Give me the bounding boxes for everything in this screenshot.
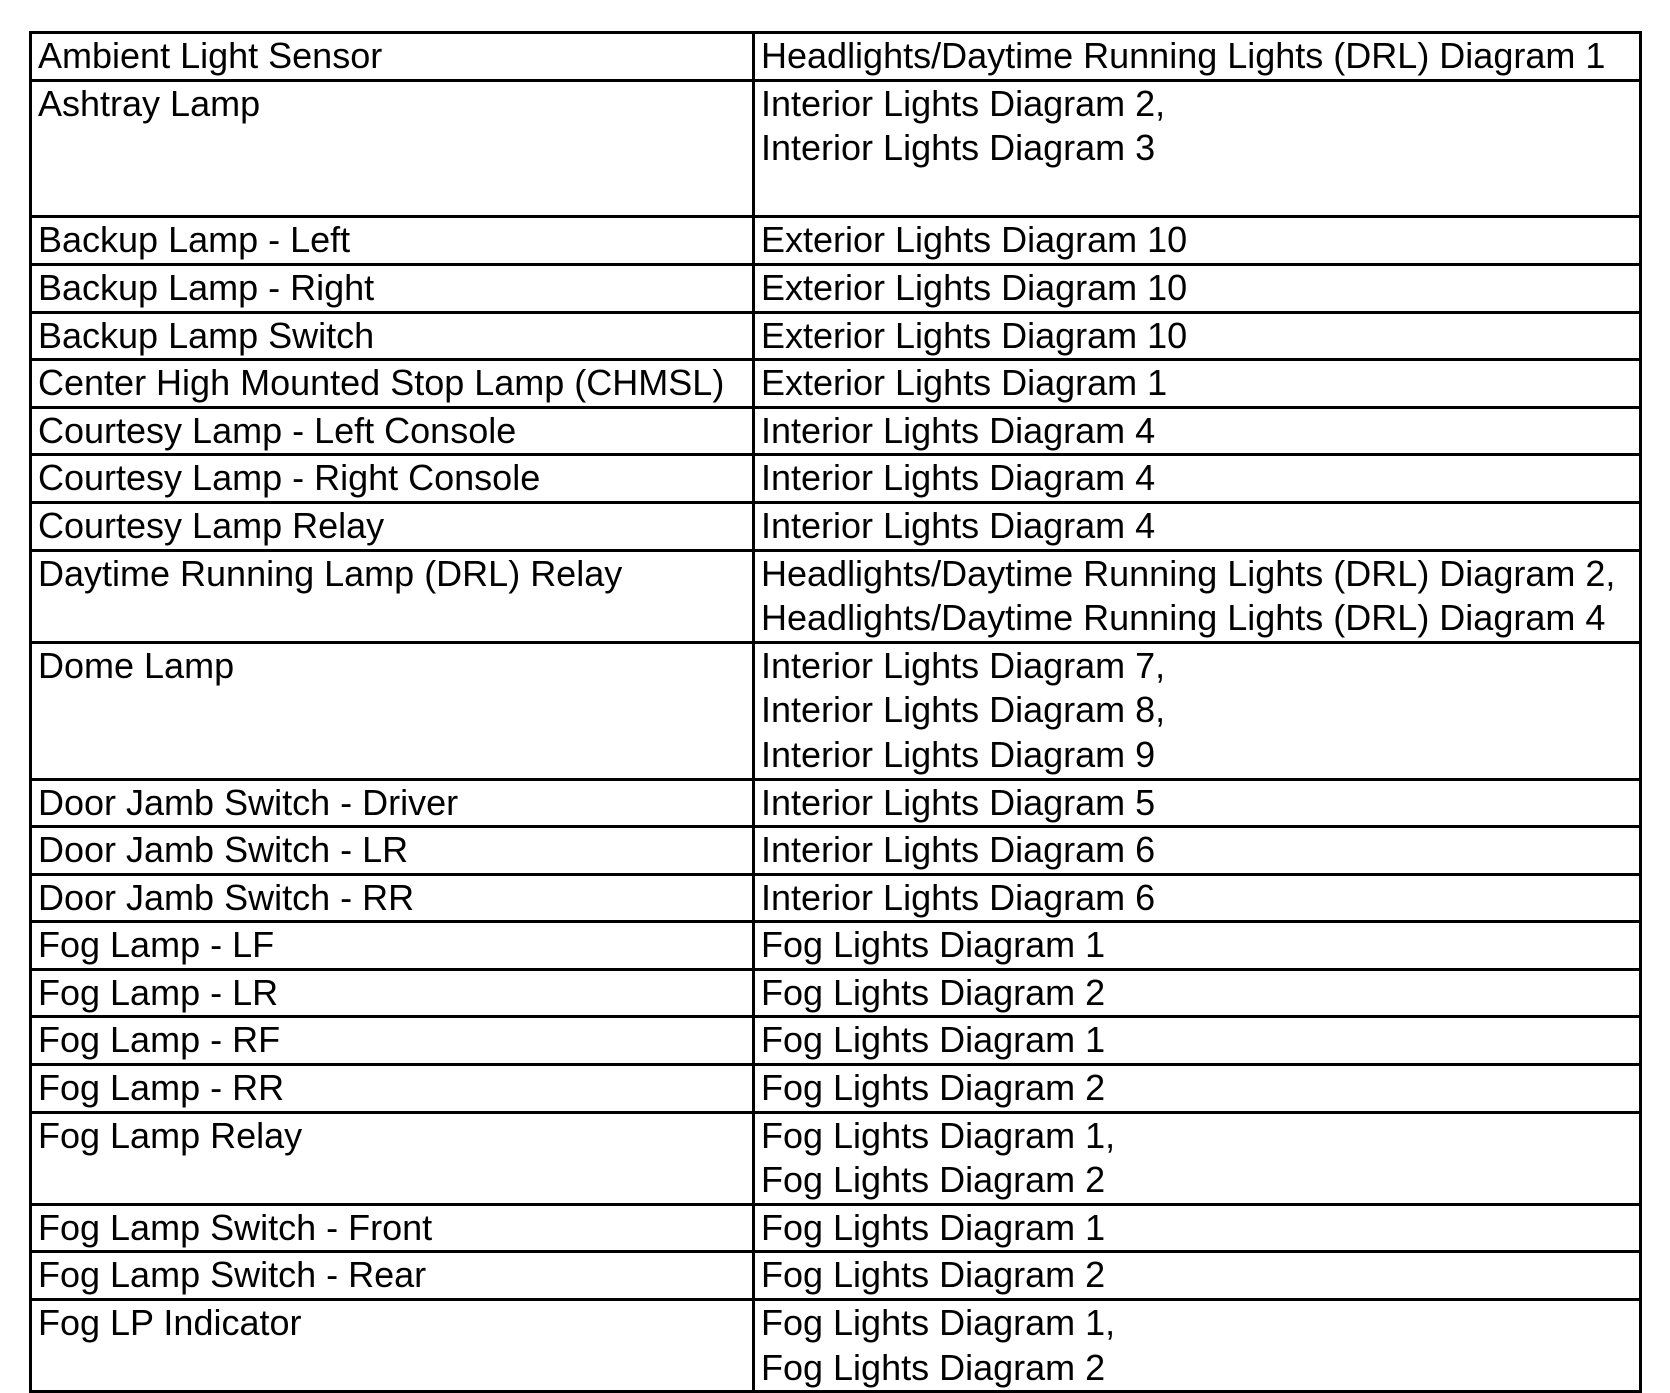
component-diagram-index-table: [29, 31, 1642, 1393]
component-cell: Fog Lamp Switch - Front: [31, 1204, 754, 1252]
table-row: [31, 779, 1641, 827]
diagram-cell: [754, 80, 1641, 217]
table-row: [31, 1300, 1641, 1392]
diagram-reference: Fog Lights Diagram 1,: [761, 1114, 1116, 1156]
component-cell: Fog Lamp - LF: [31, 922, 754, 970]
table-row: [31, 33, 1641, 81]
diagram-reference: Interior Lights Diagram 9: [761, 733, 1156, 775]
diagram-reference: Interior Lights Diagram 6: [761, 829, 1156, 871]
component-cell: Fog Lamp - RR: [31, 1065, 754, 1113]
component-cell: Ashtray Lamp: [31, 80, 754, 217]
table-row: [31, 360, 1641, 408]
table-body: [31, 33, 1641, 1392]
component-cell: Door Jamb Switch - Driver: [31, 779, 754, 827]
diagram-cell: [754, 779, 1641, 827]
diagram-reference: Exterior Lights Diagram 10: [761, 314, 1188, 356]
diagram-cell: [754, 1065, 1641, 1113]
component-cell: Courtesy Lamp - Left Console: [31, 407, 754, 455]
diagram-reference: Interior Lights Diagram 4: [761, 504, 1156, 546]
table-row: [31, 1252, 1641, 1300]
diagram-cell: [754, 642, 1641, 779]
diagram-reference: Interior Lights Diagram 6: [761, 876, 1156, 918]
table-row: [31, 264, 1641, 312]
table-row: [31, 455, 1641, 503]
table-row: [31, 642, 1641, 779]
diagram-cell: [754, 502, 1641, 550]
component-cell: Backup Lamp Switch: [31, 312, 754, 360]
diagram-reference: Fog Lights Diagram 2: [761, 1254, 1106, 1296]
table-row: [31, 969, 1641, 1017]
diagram-cell: [754, 264, 1641, 312]
diagram-reference: Exterior Lights Diagram 1: [761, 362, 1168, 404]
component-cell: Center High Mounted Stop Lamp (CHMSL): [31, 360, 754, 408]
diagram-cell: [754, 922, 1641, 970]
table-row: [31, 1017, 1641, 1065]
diagram-reference: Interior Lights Diagram 4: [761, 457, 1156, 499]
component-cell: Fog Lamp Relay: [31, 1112, 754, 1204]
diagram-reference: Fog Lights Diagram 2: [761, 1067, 1106, 1109]
diagram-cell: [754, 407, 1641, 455]
diagram-reference: Exterior Lights Diagram 10: [761, 219, 1188, 261]
diagram-reference: Headlights/Daytime Running Lights (DRL) Diagram 1: [761, 35, 1606, 76]
table-row: [31, 1204, 1641, 1252]
diagram-cell: [754, 1112, 1641, 1204]
diagram-reference: Exterior Lights Diagram 10: [761, 266, 1188, 308]
diagram-reference: [761, 171, 1639, 216]
diagram-cell: [754, 874, 1641, 922]
component-cell: Ambient Light Sensor: [31, 33, 754, 81]
diagram-reference: Fog Lights Diagram 1: [761, 1019, 1106, 1061]
component-cell: Fog Lamp Switch - Rear: [31, 1252, 754, 1300]
table-row: [31, 1065, 1641, 1113]
component-cell: Door Jamb Switch - LR: [31, 827, 754, 875]
diagram-reference: Interior Lights Diagram 2,: [761, 82, 1166, 124]
table-row: [31, 217, 1641, 265]
diagram-cell: [754, 550, 1641, 642]
component-cell: Dome Lamp: [31, 642, 754, 779]
diagram-reference: Fog Lights Diagram 1: [761, 1206, 1106, 1248]
component-cell: Courtesy Lamp - Right Console: [31, 455, 754, 503]
diagram-reference: Interior Lights Diagram 8,: [761, 689, 1166, 731]
diagram-cell: [754, 455, 1641, 503]
diagram-reference: Interior Lights Diagram 5: [761, 781, 1156, 823]
component-cell: Backup Lamp - Right: [31, 264, 754, 312]
diagram-reference: Fog Lights Diagram 1: [761, 924, 1106, 966]
table-row: [31, 874, 1641, 922]
component-cell: Fog LP Indicator: [31, 1300, 754, 1392]
diagram-reference: Interior Lights Diagram 4: [761, 409, 1156, 451]
component-cell: Fog Lamp - LR: [31, 969, 754, 1017]
diagram-cell: [754, 1252, 1641, 1300]
table-row: [31, 502, 1641, 550]
diagram-reference: Interior Lights Diagram 7,: [761, 644, 1166, 686]
component-cell: Door Jamb Switch - RR: [31, 874, 754, 922]
component-cell: Courtesy Lamp Relay: [31, 502, 754, 550]
component-cell: Fog Lamp - RF: [31, 1017, 754, 1065]
diagram-reference: Fog Lights Diagram 2: [761, 1346, 1106, 1388]
diagram-cell: [754, 1300, 1641, 1392]
diagram-cell: [754, 969, 1641, 1017]
table-row: [31, 550, 1641, 642]
component-cell: Backup Lamp - Left: [31, 217, 754, 265]
diagram-reference: Fog Lights Diagram 2: [761, 1159, 1106, 1201]
table-row: [31, 312, 1641, 360]
diagram-cell: [754, 217, 1641, 265]
diagram-reference: Fog Lights Diagram 2: [761, 971, 1106, 1013]
diagram-reference: Headlights/Daytime Running Lights (DRL) Diagram 2,: [761, 552, 1616, 594]
diagram-cell: [754, 1204, 1641, 1252]
table-row: [31, 1112, 1641, 1204]
table-row: [31, 80, 1641, 217]
table-row: [31, 827, 1641, 875]
diagram-cell: [754, 33, 1641, 81]
table-row: [31, 922, 1641, 970]
diagram-reference: Fog Lights Diagram 1,: [761, 1302, 1116, 1344]
diagram-reference: Interior Lights Diagram 3: [761, 127, 1156, 169]
diagram-cell: [754, 312, 1641, 360]
diagram-reference: Headlights/Daytime Running Lights (DRL) Diagram 4: [761, 597, 1606, 639]
diagram-cell: [754, 827, 1641, 875]
diagram-cell: [754, 360, 1641, 408]
table-row: [31, 407, 1641, 455]
component-cell: Daytime Running Lamp (DRL) Relay: [31, 550, 754, 642]
diagram-cell: [754, 1017, 1641, 1065]
